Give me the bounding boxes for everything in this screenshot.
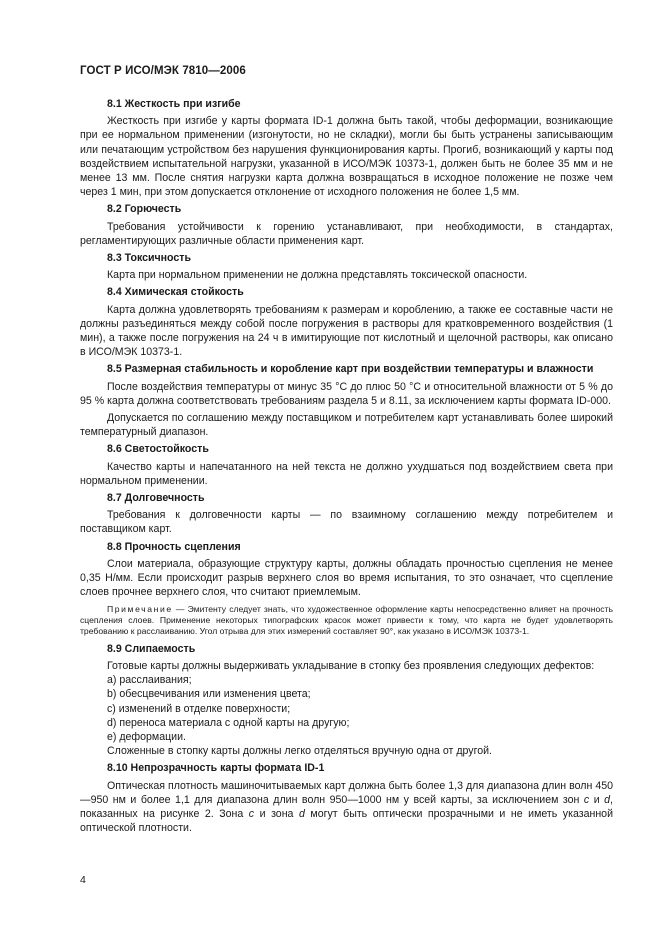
- section-heading: 8.7 Долговечность: [107, 492, 205, 505]
- zone-label: c: [248, 807, 255, 820]
- section-heading: 8.10 Непрозрачность карты формата ID-1: [107, 762, 325, 775]
- section-heading: 8.3 Токсичность: [107, 252, 191, 265]
- paragraph: После воздействия температуры от минус 35 °С до плюс 50 °С и относительной влажности от 5 % до 95 % карта должна соответствовать требованиям раздела 5 и 8.11, за исключением карты формата ID-000.: [80, 380, 613, 407]
- document-header: ГОСТ Р ИСО/МЭК 7810—2006: [80, 65, 246, 77]
- text-run: Оптическая плотность машиночитываемых карт должна быть более 1,3 для диапазона длин волн 450—950 нм и более 1,1 для диапазона длин волн 950—1000 нм у всей карты, за исключением зон: [80, 779, 613, 806]
- document-body: [80, 97, 613, 838]
- section-heading: 8.6 Светостойкость: [107, 443, 209, 456]
- section-heading: 8.4 Химическая стойкость: [107, 286, 244, 299]
- text-run: могут быть оптически прозрачными и не иметь указанной оптической плотности.: [80, 807, 613, 835]
- text-run: и зона: [254, 807, 299, 820]
- paragraph: Требования устойчивости к горению устанавливают, при необходимости, в стандартах, регламентирующих различные области применения карт.: [80, 220, 613, 247]
- section-heading: 8.2 Горючесть: [107, 203, 182, 216]
- paragraph: Качество карты и напечатанного на ней текста не должно ухудшаться под воздействием света при нормальном применении.: [80, 460, 613, 487]
- paragraph: Слои материала, образующие структуру карты, должны обладать прочностью сцепления не менее 0,35 Н/мм. Если происходит разрыв верхнего слоя во время испытания, то это означает, что сцепление слоев прочнее верхнего слоя, что считают приемлемым.: [80, 557, 613, 599]
- paragraph: Сложенные в стопку карты должны легко отделяться вручную одна от другой.: [107, 745, 492, 758]
- section-heading: 8.8 Прочность сцепления: [107, 540, 241, 553]
- paragraph: Жесткость при изгибе у карты формата ID-1 должна быть такой, чтобы деформации, возникающие при ее нормальном применении (изгонутости, но не складки), могли бы быть устранены записывающим или печатающим устройством без нарушения функционирования карты. Прогиб, возникающий у карты под воздействием испытательной нагрузки, указанной в ИСО/МЭК 10373-1, должен быть не более 35 мм и не менее 13 мм. После снятия нагрузки карта должна возвращаться в исходное положение не позже чем через 1 мин, при этом допускается отклонение от исходного положения не более 1,5 мм.: [80, 115, 613, 199]
- zone-label: d: [298, 807, 305, 820]
- paragraph: Допускается по соглашению между поставщиком и потребителем карт устанавливать более широкий температурный диапазон.: [80, 412, 613, 439]
- list-item: a) расслаивания;: [107, 674, 192, 687]
- page-number: 4: [80, 874, 86, 886]
- section-heading: 8.9 Слипаемость: [107, 642, 196, 655]
- list-item: c) изменений в отделке поверхности;: [107, 702, 291, 715]
- paragraph: Требования к долговечности карты — по взаимному соглашению между потребителем и поставщиком карт.: [80, 509, 613, 536]
- note-label: Примечание: [107, 603, 173, 614]
- text-run: , показанных на рисунке 2. Зона: [80, 793, 613, 820]
- zone-label: d: [604, 793, 611, 806]
- section-heading: 8.1 Жесткость при изгибе: [107, 98, 241, 110]
- paragraph: Карта при нормальном применении не должна представлять токсической опасности.: [107, 269, 528, 282]
- list-item: b) обесцвечивания или изменения цвета;: [107, 688, 311, 701]
- note-text: — Эмитенту следует знать, что художественное оформление карты непосредственно влияет на прочность сцепления слоев. Применение некоторых типографских красок может привести к тому, что карта не будет удовлетворять требованию к расслаиванию. Угол отрыва для этих измерений составляет 90°, как указано в ИСО/МЭК 10373-1.: [80, 603, 613, 637]
- list-item: d) переноса материала с одной карты на другую;: [107, 716, 350, 729]
- paragraph: Карта должна удовлетворять требованиям к размерам и короблению, а также ее составные части не должны разъединяться между собой после погружения в растворы для кратковременного воздействия (1 мин), а также после погружения на 24 ч в имитирующие пот кислотный и щелочной растворы, как описано в ИСО/МЭК 10373-1.: [80, 303, 613, 359]
- note: [80, 604, 613, 638]
- text-run: и: [589, 793, 605, 806]
- paragraph: Готовые карты должны выдерживать укладывание в стопку без проявления следующих дефектов:: [107, 659, 595, 672]
- paragraph: [80, 779, 613, 836]
- list-item: e) деформации.: [107, 730, 186, 743]
- zone-label: c: [583, 793, 590, 806]
- section-heading: 8.5 Размерная стабильность и коробление карт при воздействии температуры и влажности: [107, 363, 594, 376]
